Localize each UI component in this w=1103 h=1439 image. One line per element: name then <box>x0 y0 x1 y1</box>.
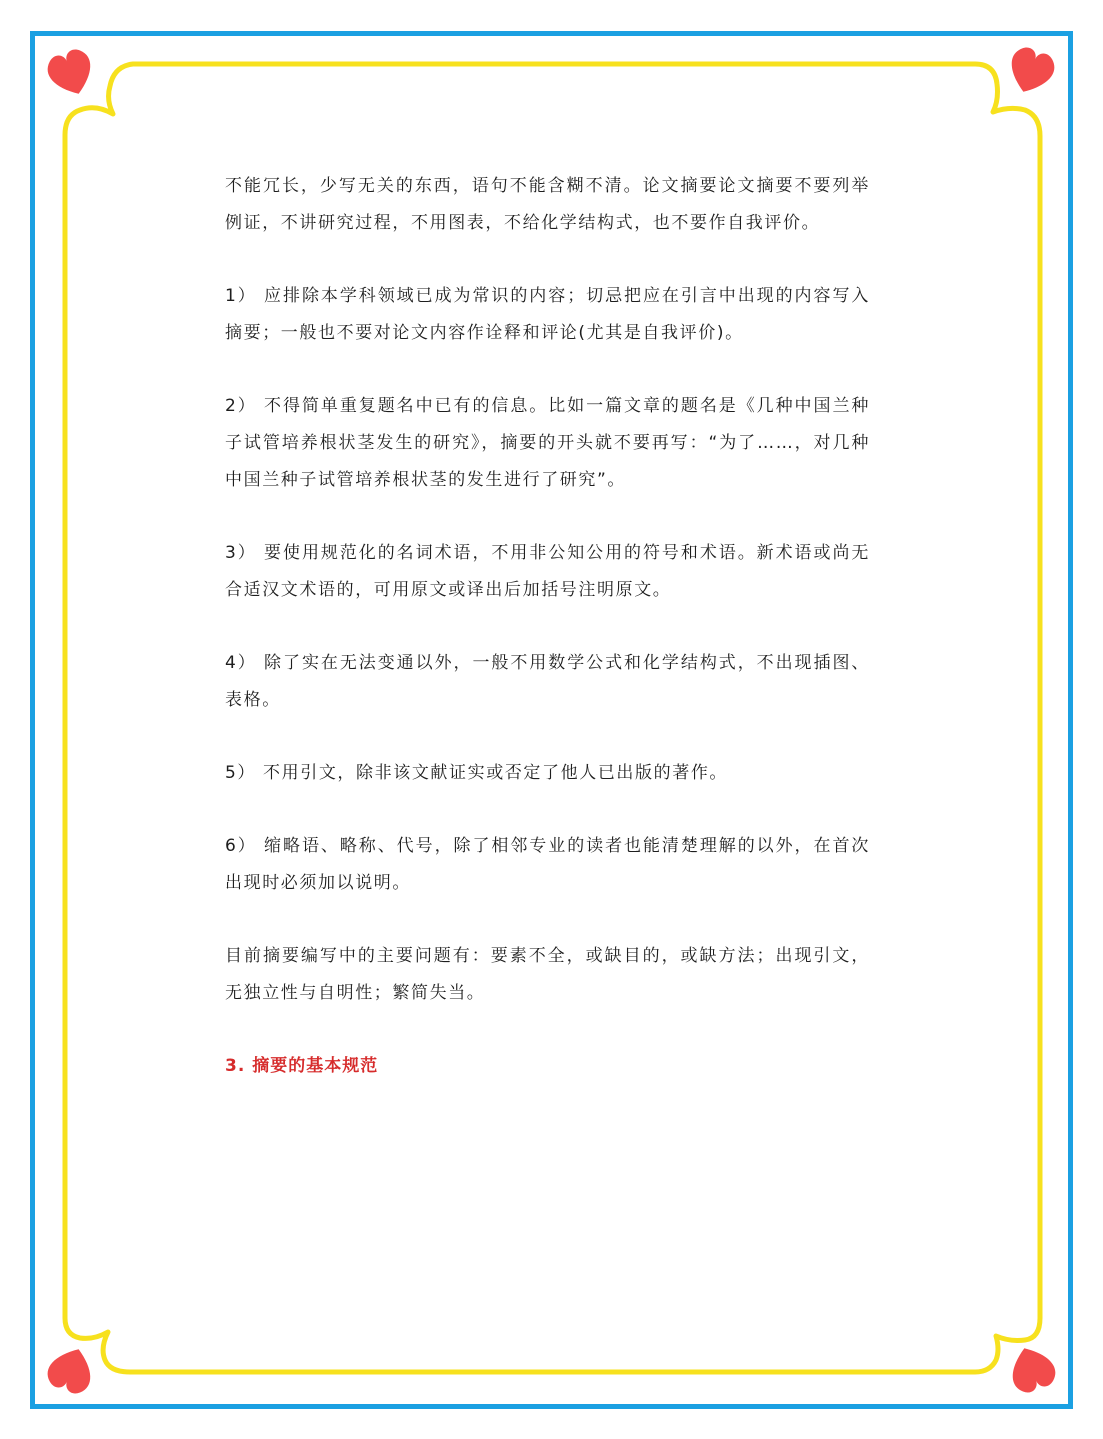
section-heading: 3. 摘要的基本规范 <box>225 1056 379 1076</box>
rule-item-4: 4） 除了实在无法变通以外，一般不用数学公式和化学结构式，不出现插图、表格。 <box>225 653 870 710</box>
intro-paragraph: 不能冗长，少写无关的东西，语句不能含糊不清。论文摘要论文摘要不要列举例证，不讲研究过程，不用图表，不给化学结构式，也不要作自我评价。 <box>225 176 870 233</box>
heart-icon-top-right <box>1003 44 1059 100</box>
rule-item-3: 3） 要使用规范化的名词术语，不用非公知公用的符号和术语。新术语或尚无合适汉文术语的，可用原文或译出后加括号注明原文。 <box>225 543 870 600</box>
rule-item-2: 2） 不得简单重复题名中已有的信息。比如一篇文章的题名是《几种中国兰种子试管培养根状茎发生的研究》，摘要的开头就不要再写：“为了……，对几种中国兰种子试管培养根状茎的发生进行了研究”。 <box>225 396 870 490</box>
document-body <box>225 168 870 1085</box>
heart-icon-bottom-right <box>1004 1341 1060 1397</box>
heart-icon-bottom-left <box>43 1342 99 1398</box>
heart-icon-top-left <box>43 46 99 102</box>
rule-item-1: 1） 应排除本学科领域已成为常识的内容；切忌把应在引言中出现的内容写入摘要；一般也不要对论文内容作诠释和评论(尤其是自我评价)。 <box>225 286 870 343</box>
problems-paragraph: 目前摘要编写中的主要问题有：要素不全，或缺目的，或缺方法；出现引文，无独立性与自明性；繁简失当。 <box>225 946 870 1003</box>
rule-item-5: 5） 不用引文，除非该文献证实或否定了他人已出版的著作。 <box>225 763 729 783</box>
rule-item-6: 6） 缩略语、略称、代号，除了相邻专业的读者也能清楚理解的以外，在首次出现时必须加以说明。 <box>225 836 870 893</box>
